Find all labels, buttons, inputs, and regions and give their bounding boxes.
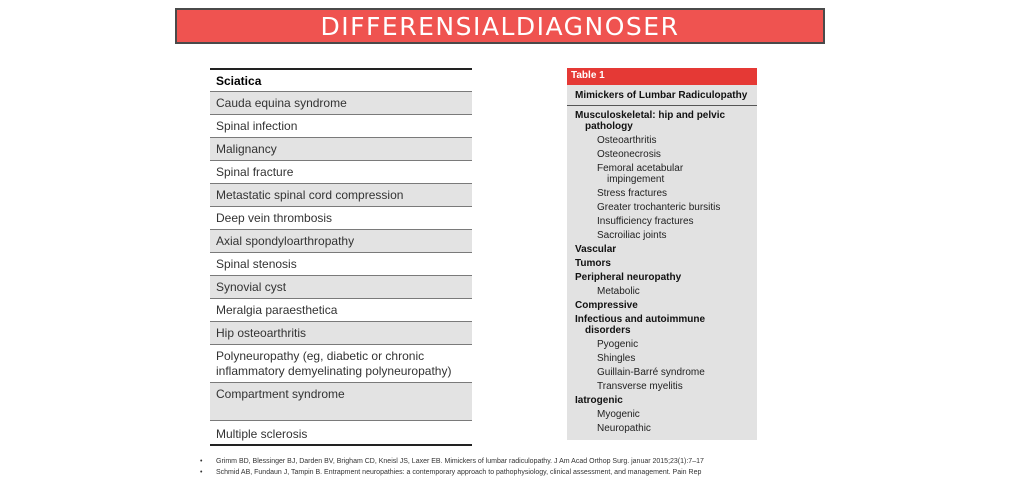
table-row: Compartment syndrome [210, 383, 472, 421]
category-compressive: Compressive [575, 300, 638, 311]
table-header: Sciatica [210, 70, 472, 92]
list-item: Shingles [597, 353, 636, 364]
category-musculoskeletal: Musculoskeletal: hip and pelvic pathology [575, 110, 726, 132]
table-title: Mimickers of Lumbar Radiculopathy [567, 85, 757, 106]
reference-text: Grimm BD, Blessinger BJ, Darden BV, Brigham CD, Kneisl JS, Laxer EB. Mimickers of lumbar radiculopathy. J Am Acad Orthop Surg. januar 2015;23(1):7–17 [216, 458, 704, 465]
list-item: Greater trochanteric bursitis [597, 202, 721, 213]
category-tumors: Tumors [575, 258, 611, 269]
table-label: Table 1 [567, 68, 757, 85]
list-item: Pyogenic [597, 339, 639, 350]
references [200, 456, 704, 478]
title-banner [175, 8, 825, 44]
bullet: • [200, 469, 203, 476]
table-row: Polyneuropathy (eg, diabetic or chronic inflammatory demyelinating polyneuropathy) [210, 345, 472, 383]
category-iatrogenic: Iatrogenic [575, 395, 623, 406]
reference-text: Schmid AB, Fundaun J, Tampin B. Entrapment neuropathies: a contemporary approach to pathophysiology, clinical assessment, and management. Pain Rep [216, 469, 702, 476]
table-row: Metastatic spinal cord compression [210, 184, 472, 207]
list-item: Metabolic [597, 286, 640, 297]
mimickers-table [567, 68, 757, 440]
table-row: Malignancy [210, 138, 472, 161]
list-item: Myogenic [597, 409, 640, 420]
category-infectious: Infectious and autoimmune disorders [575, 314, 706, 336]
list-item: Transverse myelitis [597, 381, 683, 392]
table-row: Hip osteoarthritis [210, 322, 472, 345]
table-row: Meralgia paraesthetica [210, 299, 472, 322]
list-item: Insufficiency fractures [597, 216, 694, 227]
reference-item [200, 467, 704, 478]
list-item: Osteoarthritis [597, 135, 657, 146]
table-row: Axial spondyloarthropathy [210, 230, 472, 253]
list-item: Stress fractures [597, 188, 668, 199]
table-row: Synovial cyst [210, 276, 472, 299]
table-row: Deep vein thrombosis [210, 207, 472, 230]
table-body [567, 106, 757, 434]
sciatica-table [210, 68, 472, 446]
bullet: • [200, 458, 203, 465]
table-row: Cauda equina syndrome [210, 92, 472, 115]
list-item: Femoral acetabular impingement [597, 163, 684, 185]
category-peripheral-neuropathy: Peripheral neuropathy [575, 272, 682, 283]
category-vascular: Vascular [575, 244, 617, 255]
table-row: Spinal infection [210, 115, 472, 138]
list-item: Sacroiliac joints [597, 230, 667, 241]
list-item: Neuropathic [597, 423, 651, 434]
reference-item [200, 456, 704, 467]
table-row: Spinal fracture [210, 161, 472, 184]
table-row: Spinal stenosis [210, 253, 472, 276]
page-title: DIFFERENSIALDIAGNOSER [320, 11, 680, 41]
list-item: Guillain-Barré syndrome [597, 367, 705, 378]
list-item: Osteonecrosis [597, 149, 661, 160]
table-row: Multiple sclerosis [210, 421, 472, 446]
